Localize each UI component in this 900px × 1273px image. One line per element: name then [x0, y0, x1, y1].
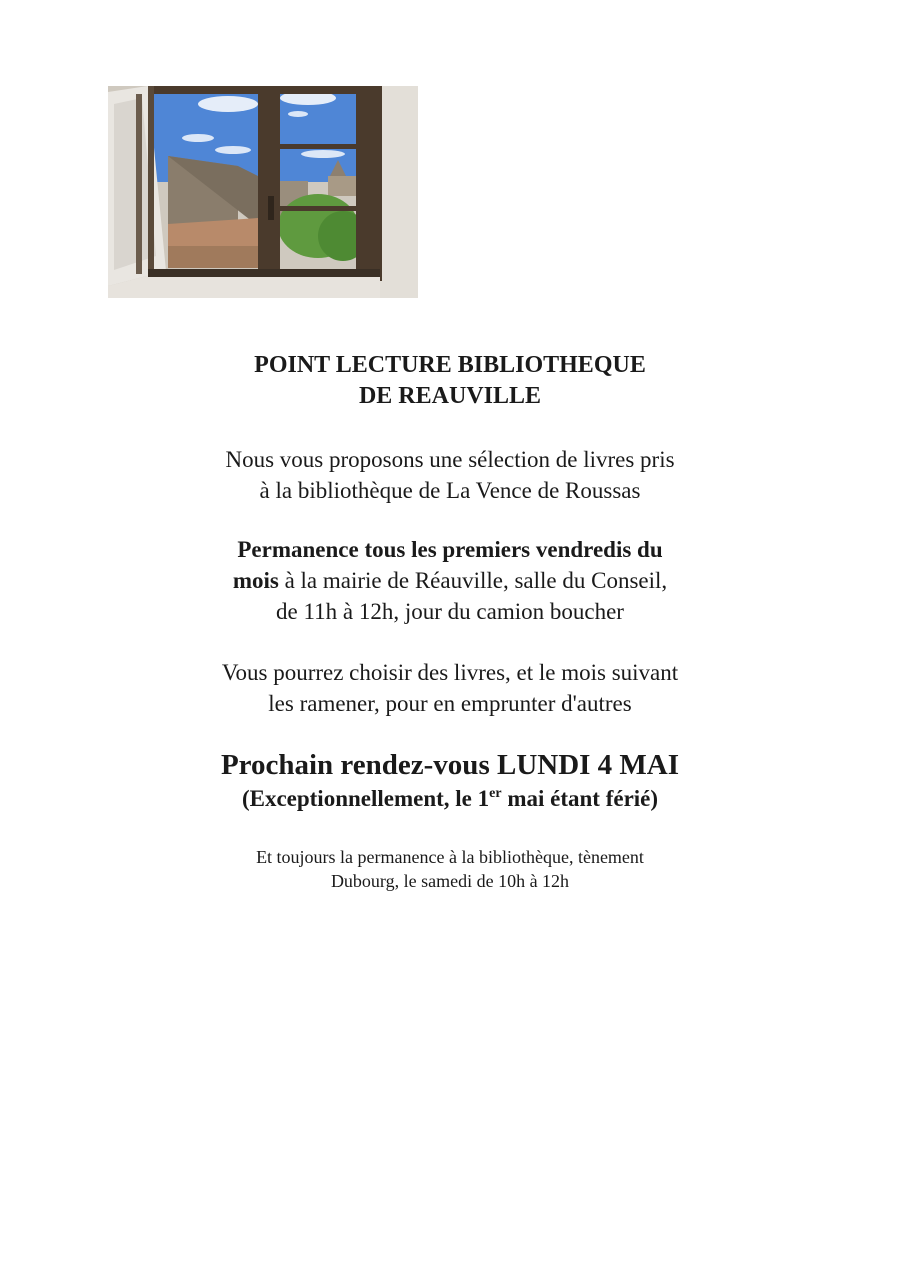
intro-line-2: à la bibliothèque de La Vence de Roussas	[259, 478, 641, 503]
window-view-photo	[108, 86, 418, 298]
permanence-bold-1: Permanence tous les premiers vendredis du	[237, 537, 663, 562]
exception-before: (Exceptionnellement, le 1	[241, 786, 490, 811]
return-paragraph	[100, 657, 800, 719]
library-line-2: Dubourg, le samedi de 10h à 12h	[330, 871, 570, 891]
title-line-1: POINT LECTURE BIBLIOTHEQUE	[254, 352, 646, 378]
exception-note	[100, 782, 800, 816]
exception-superscript: er	[489, 786, 502, 801]
return-line-1: Vous pourrez choisir des livres, et le mois suivant	[221, 660, 679, 685]
intro-paragraph	[100, 444, 800, 506]
library-note	[100, 845, 800, 893]
permanence-hours: de 11h à 12h, jour du camion boucher	[276, 599, 624, 624]
title-line-2: DE REAUVILLE	[358, 383, 542, 409]
permanence-paragraph	[100, 534, 800, 627]
permanence-location: à la mairie de Réauville, salle du Conseil,	[278, 568, 668, 593]
permanence-bold-2: mois	[232, 568, 279, 593]
exception-after: mai étant férié)	[501, 786, 659, 811]
page-title	[100, 350, 800, 412]
library-line-1: Et toujours la permanence à la bibliothèque, tènement	[256, 847, 644, 867]
return-line-2: les ramener, pour en emprunter d'autres	[268, 691, 632, 716]
next-meeting-heading: Prochain rendez-vous LUNDI 4 MAI	[220, 749, 680, 781]
intro-line-1: Nous vous proposons une sélection de livres pris	[225, 447, 675, 472]
